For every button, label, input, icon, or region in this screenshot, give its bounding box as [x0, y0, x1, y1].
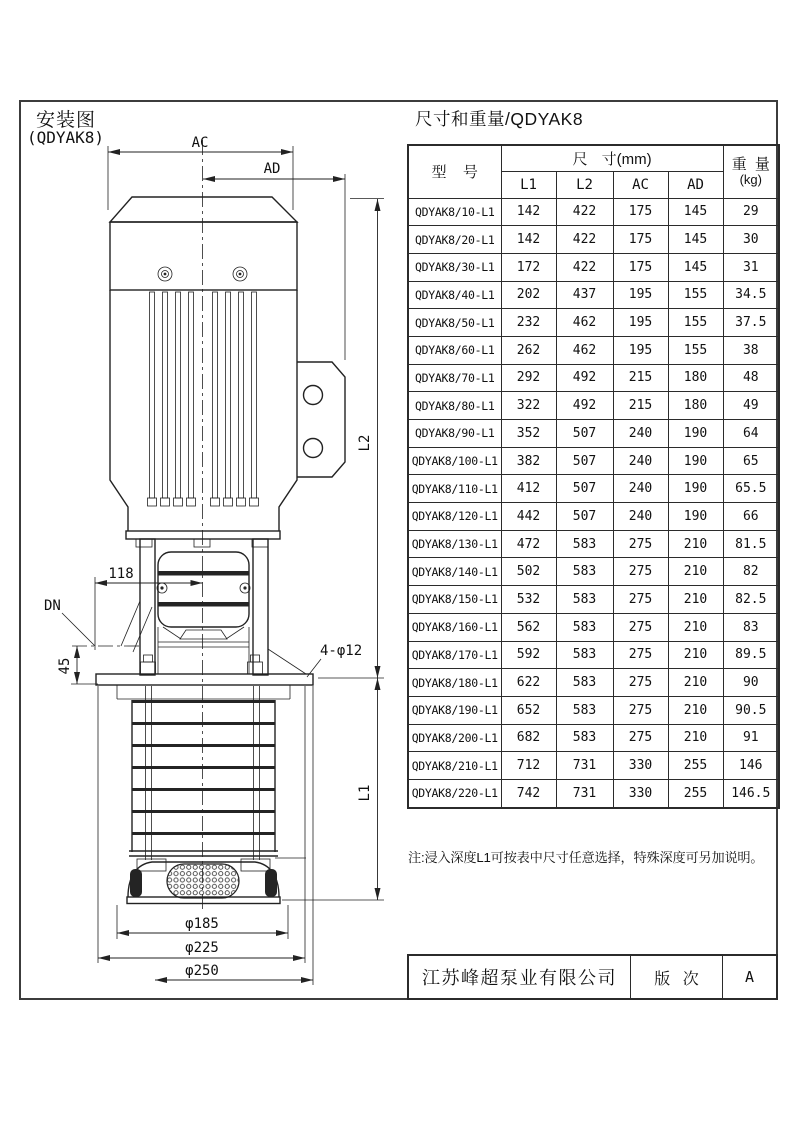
table-row — [408, 724, 779, 752]
cell-l1: 382 — [501, 447, 556, 475]
cell-ad: 155 — [668, 281, 723, 309]
table-row — [408, 530, 779, 558]
table-row — [408, 669, 779, 697]
table-row — [408, 447, 779, 475]
dimension-118 — [95, 566, 203, 650]
table-title: 尺寸和重量/QDYAK8 — [415, 109, 584, 129]
cooling-fins — [148, 292, 259, 506]
cell-l2: 583 — [556, 724, 613, 752]
cell-l1: 172 — [501, 253, 556, 281]
table-row — [408, 503, 779, 531]
cell-ad: 210 — [668, 558, 723, 586]
cell-weight: 30 — [723, 226, 779, 254]
cell-ac: 275 — [613, 530, 668, 558]
cell-weight: 38 — [723, 336, 779, 364]
mounting-plate — [96, 649, 313, 685]
cell-ac: 330 — [613, 752, 668, 780]
dimension-dia185 — [117, 905, 288, 939]
suction-strainer — [127, 858, 306, 904]
cell-model: QDYAK8/120-L1 — [408, 503, 501, 531]
table-row — [408, 586, 779, 614]
cell-ac: 215 — [613, 392, 668, 420]
cell-model: QDYAK8/90-L1 — [408, 420, 501, 448]
cell-ad: 255 — [668, 779, 723, 808]
cell-model: QDYAK8/160-L1 — [408, 613, 501, 641]
cell-ac: 175 — [613, 226, 668, 254]
cell-weight: 65 — [723, 447, 779, 475]
cell-ac: 240 — [613, 503, 668, 531]
cell-l1: 742 — [501, 779, 556, 808]
cell-l1: 652 — [501, 696, 556, 724]
cell-weight: 66 — [723, 503, 779, 531]
cell-ac: 195 — [613, 281, 668, 309]
cell-model: QDYAK8/10-L1 — [408, 198, 501, 226]
cell-weight: 64 — [723, 420, 779, 448]
revision-label: 版 次 — [630, 956, 722, 998]
cell-ac: 240 — [613, 475, 668, 503]
cell-l1: 352 — [501, 420, 556, 448]
cell-ad: 190 — [668, 420, 723, 448]
cell-model: QDYAK8/170-L1 — [408, 641, 501, 669]
cell-ac: 275 — [613, 641, 668, 669]
cell-ac: 175 — [613, 253, 668, 281]
cell-weight: 82 — [723, 558, 779, 586]
cell-l2: 507 — [556, 420, 613, 448]
cell-l2: 583 — [556, 586, 613, 614]
cell-l2: 583 — [556, 669, 613, 697]
table-row — [408, 364, 779, 392]
cell-model: QDYAK8/100-L1 — [408, 447, 501, 475]
cell-ac: 240 — [613, 420, 668, 448]
cell-ac: 195 — [613, 309, 668, 337]
table-row — [408, 253, 779, 281]
cell-l1: 322 — [501, 392, 556, 420]
dimension-l2 — [318, 199, 384, 679]
cell-l2: 583 — [556, 696, 613, 724]
cell-l2: 422 — [556, 226, 613, 254]
cell-model: QDYAK8/50-L1 — [408, 309, 501, 337]
cell-ad: 145 — [668, 226, 723, 254]
table-row — [408, 475, 779, 503]
table-row — [408, 558, 779, 586]
dn-outlet — [44, 598, 152, 652]
cell-model: QDYAK8/70-L1 — [408, 364, 501, 392]
cell-model: QDYAK8/190-L1 — [408, 696, 501, 724]
cell-ad: 190 — [668, 503, 723, 531]
dimension-dia250 — [155, 686, 313, 985]
cell-l2: 422 — [556, 253, 613, 281]
pump-stack — [117, 685, 290, 860]
table-row — [408, 198, 779, 226]
header-dims: 尺 寸(mm) — [501, 145, 723, 171]
cell-l2: 731 — [556, 752, 613, 780]
cell-weight: 37.5 — [723, 309, 779, 337]
cell-weight: 48 — [723, 364, 779, 392]
header-l1: L1 — [501, 171, 556, 198]
cell-l1: 292 — [501, 364, 556, 392]
cell-l1: 412 — [501, 475, 556, 503]
cell-ac: 275 — [613, 558, 668, 586]
cell-ad: 155 — [668, 336, 723, 364]
cell-l2: 462 — [556, 336, 613, 364]
header-ad: AD — [668, 171, 723, 198]
cell-ad: 210 — [668, 530, 723, 558]
cell-model: QDYAK8/140-L1 — [408, 558, 501, 586]
dim-label-dia225: φ225 — [185, 940, 219, 956]
cell-weight: 146.5 — [723, 779, 779, 808]
cell-ad: 180 — [668, 392, 723, 420]
cell-model: QDYAK8/30-L1 — [408, 253, 501, 281]
cell-l1: 622 — [501, 669, 556, 697]
installation-drawing — [18, 98, 405, 1008]
cell-l2: 731 — [556, 779, 613, 808]
cell-l2: 462 — [556, 309, 613, 337]
table-row — [408, 336, 779, 364]
cell-l1: 202 — [501, 281, 556, 309]
header-weight — [723, 145, 779, 198]
dimension-ad — [203, 161, 345, 360]
dim-label-45: 45 — [57, 657, 73, 675]
cell-l1: 532 — [501, 586, 556, 614]
cell-weight: 83 — [723, 613, 779, 641]
dim-label-holes: 4-φ12 — [320, 643, 363, 659]
cell-weight: 146 — [723, 752, 779, 780]
dim-label-dn: DN — [44, 598, 61, 614]
header-l2: L2 — [556, 171, 613, 198]
dimension-45 — [57, 646, 98, 684]
cell-ac: 175 — [613, 198, 668, 226]
cell-model: QDYAK8/80-L1 — [408, 392, 501, 420]
cell-ad: 190 — [668, 475, 723, 503]
cell-ad: 180 — [668, 364, 723, 392]
cell-l2: 492 — [556, 364, 613, 392]
header-ac: AC — [613, 171, 668, 198]
cell-ad: 255 — [668, 752, 723, 780]
dim-label-dia185: φ185 — [185, 916, 219, 932]
table-row — [408, 779, 779, 808]
cell-l2: 422 — [556, 198, 613, 226]
cell-ad: 210 — [668, 586, 723, 614]
cell-ad: 190 — [668, 447, 723, 475]
cell-weight: 82.5 — [723, 586, 779, 614]
cell-ad: 210 — [668, 696, 723, 724]
cell-weight: 31 — [723, 253, 779, 281]
cell-l2: 507 — [556, 447, 613, 475]
drawing-subtitle: (QDYAK8) — [27, 128, 105, 147]
cell-model: QDYAK8/110-L1 — [408, 475, 501, 503]
cell-l1: 142 — [501, 226, 556, 254]
cell-weight: 34.5 — [723, 281, 779, 309]
coupling-section — [140, 539, 268, 675]
cell-weight: 49 — [723, 392, 779, 420]
cell-l1: 712 — [501, 752, 556, 780]
cell-l1: 502 — [501, 558, 556, 586]
cell-l2: 583 — [556, 558, 613, 586]
cell-model: QDYAK8/130-L1 — [408, 530, 501, 558]
cell-ad: 145 — [668, 253, 723, 281]
header-weight-line1: 重 量 — [731, 155, 770, 173]
cell-model: QDYAK8/180-L1 — [408, 669, 501, 697]
cell-model: QDYAK8/40-L1 — [408, 281, 501, 309]
motor-cap — [110, 197, 297, 290]
table-row — [408, 392, 779, 420]
dim-label-l2: L2 — [357, 434, 373, 452]
table-row — [408, 281, 779, 309]
cell-l1: 232 — [501, 309, 556, 337]
dim-label-ac: AC — [191, 135, 209, 151]
cell-ac: 275 — [613, 696, 668, 724]
cell-l1: 592 — [501, 641, 556, 669]
dimensions-weight-table — [407, 144, 780, 809]
cell-weight: 65.5 — [723, 475, 779, 503]
cell-l1: 442 — [501, 503, 556, 531]
cell-l2: 437 — [556, 281, 613, 309]
table-body — [408, 198, 779, 808]
table-row — [408, 613, 779, 641]
dimension-l1 — [282, 678, 384, 900]
revision-value: A — [722, 956, 776, 998]
cell-l2: 583 — [556, 530, 613, 558]
cell-ac: 275 — [613, 724, 668, 752]
drawing-title: 安装图 — [36, 110, 97, 131]
cell-ac: 275 — [613, 586, 668, 614]
cell-l2: 492 — [556, 392, 613, 420]
cell-l2: 507 — [556, 503, 613, 531]
cell-l2: 583 — [556, 641, 613, 669]
cell-ac: 240 — [613, 447, 668, 475]
cell-model: QDYAK8/200-L1 — [408, 724, 501, 752]
cell-ad: 155 — [668, 309, 723, 337]
company-name: 江苏峰超泵业有限公司 — [422, 968, 617, 988]
table-row — [408, 420, 779, 448]
cell-l2: 583 — [556, 613, 613, 641]
cell-ad: 210 — [668, 669, 723, 697]
immersion-depth-note: 注:浸入深度L1可按表中尺寸任意选择，特殊深度可另加说明。 — [408, 850, 764, 865]
dim-label-118: 118 — [108, 566, 134, 582]
cell-model: QDYAK8/220-L1 — [408, 779, 501, 808]
header-model: 型 号 — [408, 145, 501, 198]
cell-l1: 472 — [501, 530, 556, 558]
table-row — [408, 641, 779, 669]
header-weight-line2: (kg) — [739, 171, 762, 187]
terminal-box — [297, 362, 345, 477]
cell-l1: 262 — [501, 336, 556, 364]
table-row — [408, 752, 779, 780]
cell-weight: 29 — [723, 198, 779, 226]
cell-l1: 142 — [501, 198, 556, 226]
cell-model: QDYAK8/20-L1 — [408, 226, 501, 254]
table-row — [408, 226, 779, 254]
dim-label-ad: AD — [263, 161, 281, 177]
table-row — [408, 696, 779, 724]
cell-model: QDYAK8/60-L1 — [408, 336, 501, 364]
dimension-holes — [307, 643, 362, 677]
table-row — [408, 309, 779, 337]
dim-label-dia250: φ250 — [185, 963, 219, 979]
cell-ac: 275 — [613, 669, 668, 697]
dim-label-l1: L1 — [357, 784, 373, 802]
cell-ac: 195 — [613, 336, 668, 364]
cell-ac: 275 — [613, 613, 668, 641]
cell-l1: 562 — [501, 613, 556, 641]
cell-ac: 330 — [613, 779, 668, 808]
cell-ad: 210 — [668, 724, 723, 752]
cell-weight: 90 — [723, 669, 779, 697]
title-block — [407, 954, 778, 1000]
cell-ad: 210 — [668, 613, 723, 641]
cell-model: QDYAK8/150-L1 — [408, 586, 501, 614]
cell-weight: 91 — [723, 724, 779, 752]
cell-weight: 89.5 — [723, 641, 779, 669]
cell-model: QDYAK8/210-L1 — [408, 752, 501, 780]
cell-weight: 90.5 — [723, 696, 779, 724]
motor-body — [110, 290, 297, 547]
cell-weight: 81.5 — [723, 530, 779, 558]
cell-l2: 507 — [556, 475, 613, 503]
cell-ad: 145 — [668, 198, 723, 226]
cell-ad: 210 — [668, 641, 723, 669]
cell-ac: 215 — [613, 364, 668, 392]
cell-l1: 682 — [501, 724, 556, 752]
